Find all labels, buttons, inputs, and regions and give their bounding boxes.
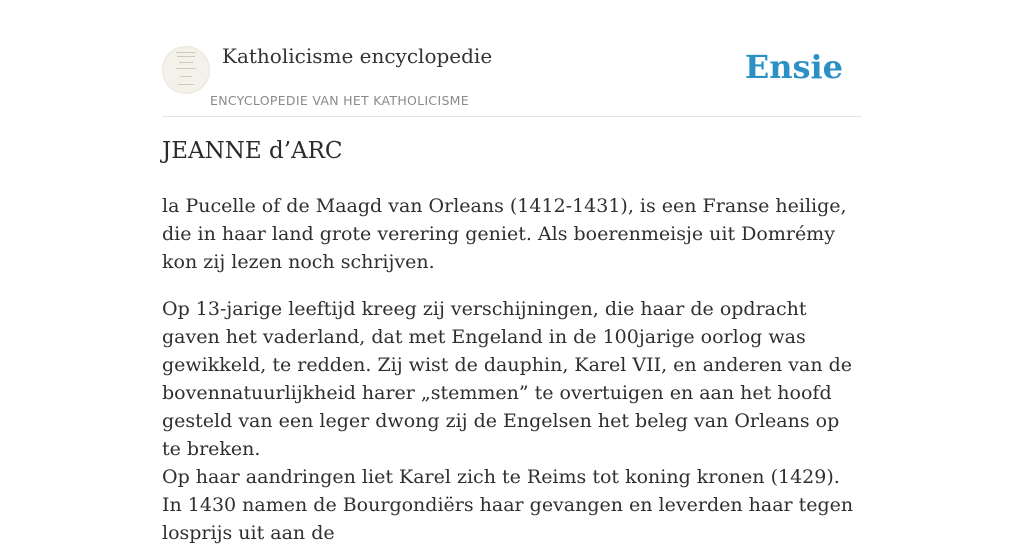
article-paragraph: Op haar aandringen liet Karel zich te Reims tot koning kronen (1429). In 1430 namen de Bourgondiërs haar gevangen en leverden haar tegen losprijs uit aan de <box>162 466 854 544</box>
book-cover-thumbnail[interactable] <box>162 46 210 94</box>
page <box>162 0 862 544</box>
book-title[interactable]: Katholicisme encyclopedie <box>222 44 493 68</box>
cover-line <box>180 76 192 77</box>
article-paragraph: la Pucelle of de Maagd van Orleans (1412-1431), is een Franse heilige, die in haar land grote verering geniet. Als boerenmeisje uit Domrémy kon zij lezen noch schrijven. <box>162 195 847 273</box>
site-header <box>162 0 862 117</box>
cover-line <box>178 84 194 85</box>
cover-line <box>176 68 196 69</box>
cover-line <box>179 62 193 63</box>
book-subtitle: ENCYCLOPEDIE VAN HET KATHOLICISME <box>210 93 469 108</box>
cover-line <box>176 52 196 53</box>
ensie-logo-link[interactable]: Ensie <box>744 48 843 86</box>
entry-title: JEANNE d’ARC <box>162 138 343 164</box>
cover-line <box>177 56 195 57</box>
article-paragraph: Op 13-jarige leeftijd kreeg zij verschijningen, die haar de opdracht gaven het vaderland, dat met Engeland in de 100jarige oorlog was gewikkeld, te redden. Zij wist de dauphin, Karel VII, en anderen van de bovennatuurlijkheid harer „stemmen” te overtuigen en aan het hoofd gesteld van een leger dwong zij de Engelsen het beleg van Orleans op te breken. <box>162 298 853 460</box>
